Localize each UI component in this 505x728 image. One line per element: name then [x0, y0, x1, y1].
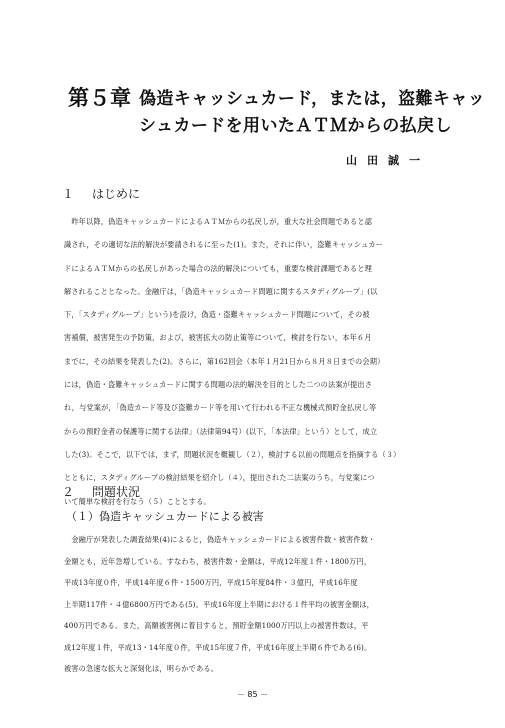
text-line: 解されることとなった。金融庁は，「偽造キャッシュカード問題に関するスタディグループ」(以 [64, 286, 378, 296]
section-2-number: ２ [62, 485, 75, 499]
text-line: 成12年度１件，平成13・14年度０件，平成15年度７件，平成16年度上半期６件である(6)。 [64, 642, 372, 652]
text-line: とともに，スタディグループの検討結果を紹介し（４），提出された二法案のうち，与党案につ [64, 473, 375, 483]
text-line: 下，「スタディグループ」という)を設け，偽造・盗難キャッシュカード問題について，その被 [64, 310, 370, 320]
text-line: 400万円である。また，高額被害例に着目すると，預貯金額1000万円以上の被害件数は，平 [64, 621, 369, 630]
text-line: からの預貯金者の保護等に関する法律」（法律第94号）(以下，「本法律」という）として，成立 [64, 426, 378, 436]
text-line: までに，その結果を発表した(2)。さらに，第162回会（本年１月21日から８月８日までの会期） [64, 356, 385, 366]
section-1-heading [62, 186, 140, 202]
text-line: ドによるＡＴＭからの払戻しがあった場合の法的解決についても，重要な検討課題であると理 [64, 263, 372, 273]
chapter-title-line-2: シュカードを用いたＡＴＭからの払戻し [139, 116, 452, 136]
subsection-heading: （１）偽造キャッシュカードによる被害 [66, 510, 264, 523]
chapter-title-line-1: 偽造キャッシュカード，または，盗難キャッ [139, 89, 486, 109]
text-line: 平成13年度０件，平成14年度６件・1500万円，平成15年度84件・３億円，平成16年度 [64, 578, 358, 587]
text-line: には，偽造・盗難キャッシュカードに関する問題の法的解決を目的とした二つの法案が提出さ [64, 380, 373, 390]
page-number: － 85 － [236, 690, 269, 699]
text-line: 被害の急速な拡大と深刻化は，明らかである。 [64, 664, 219, 673]
chapter-number: 第５章 [68, 85, 131, 110]
text-line: 識され，その適切な法的解決が要請されるに至った(1)。また，それに伴い，盗難キャッシュカー [64, 240, 384, 250]
section-1-number: １ [62, 187, 75, 201]
text-line: 上半期117件・４億6800万円である(5)。平成16年度上半期における１件平均の被害金額は， [64, 599, 374, 609]
text-line: 害補償，被害発生の予防策，および，被害拡大の防止策等について，検討を行ない，本年６月 [64, 333, 372, 343]
chapter-title [139, 86, 486, 140]
text-line: いて簡単な検討を行なう（５）こととする。 [64, 496, 211, 506]
section-2-body [64, 529, 446, 680]
section-1-title: はじめに [92, 187, 141, 201]
text-line: 昨年以降，偽造キャッシュカードによるＡＴＭからの払戻しが，重大な社会問題であると認 [64, 217, 373, 226]
text-line: 金額とも，近年急増している。すなわち，被害件数・金額は，平成12年度１件・1800万円， [64, 556, 372, 566]
section-2-heading [62, 484, 140, 500]
text-line: した(3)。そこで，以下では，まず，問題状況を概観し（２），検討する以前の問題点を指摘する（３） [64, 449, 401, 459]
section-2-title: 問題状況 [92, 485, 141, 499]
author-name: 山田誠一 [346, 154, 430, 167]
section-1-body [64, 210, 446, 513]
text-line: れ，与党案が，「偽造カード等及び盗難カード等を用いて行われる不正な機械式預貯金払戻し等 [64, 403, 377, 413]
text-line: 金融庁が発表した調査結果(4)によると，偽造キャッシュカードによる被害件数・被害件数・ [64, 535, 376, 544]
